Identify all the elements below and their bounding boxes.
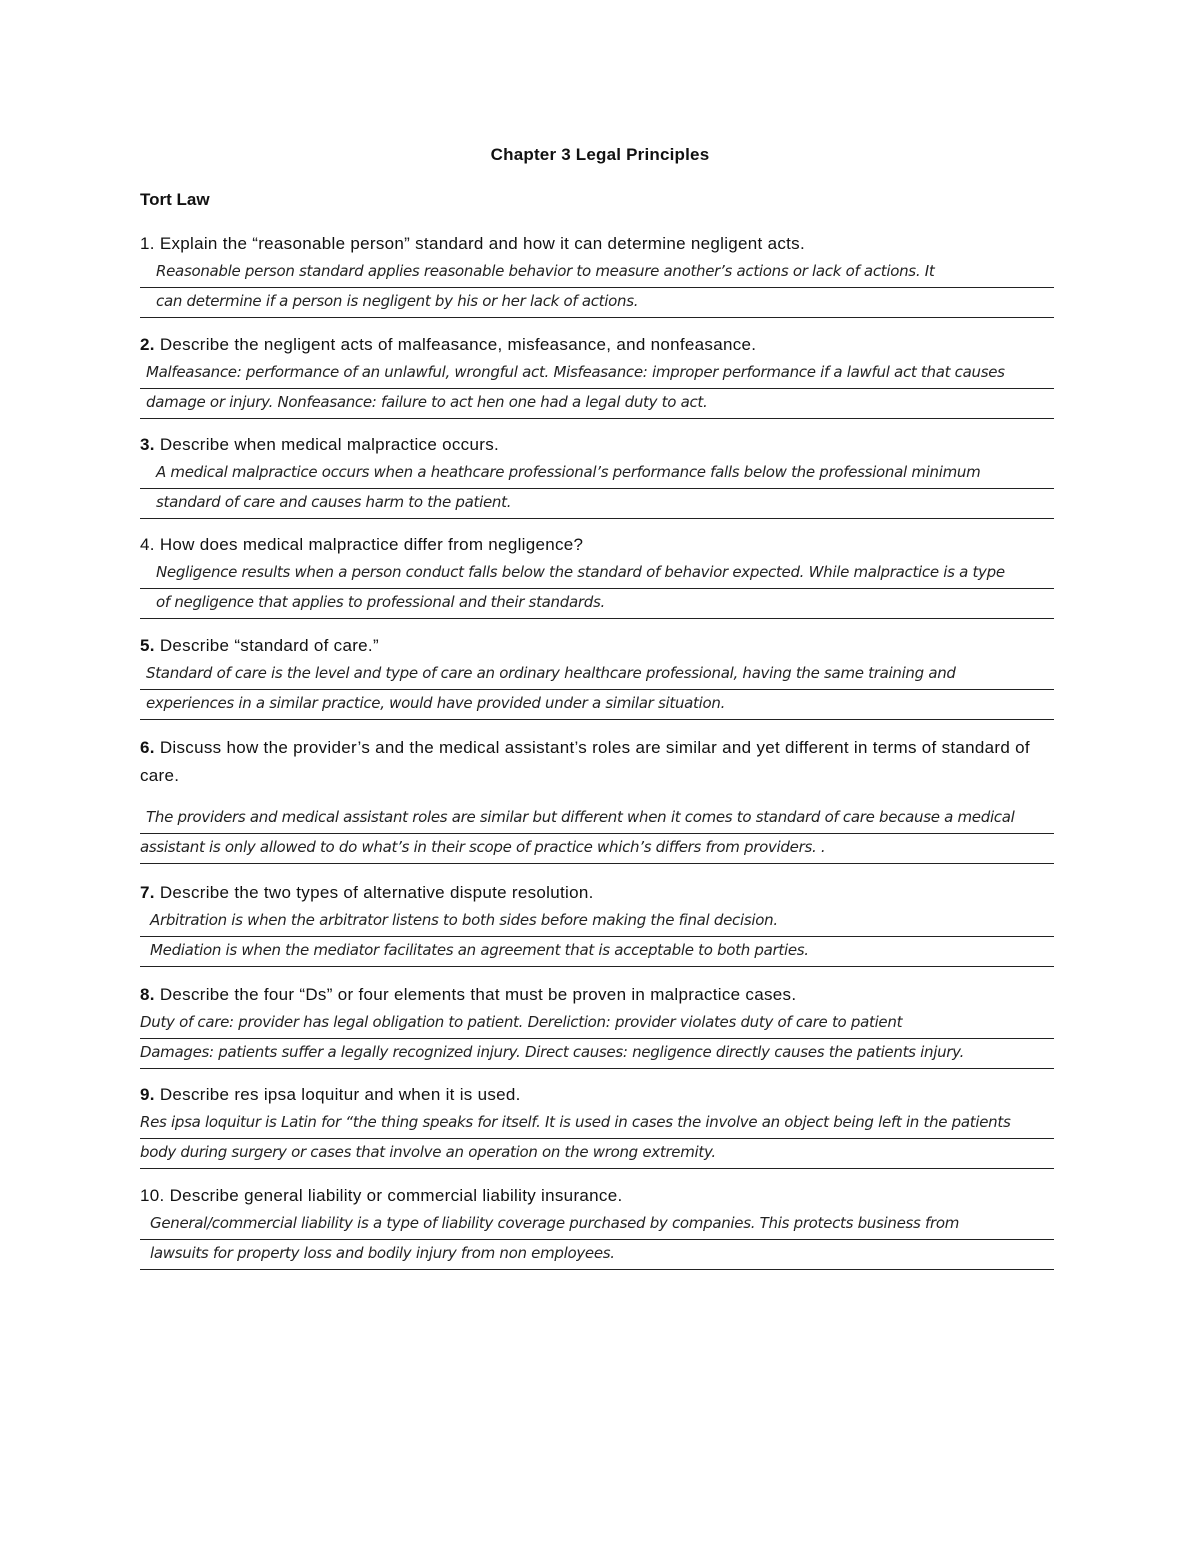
- answer-line: assistant is only allowed to do what’s in their scope of practice which’s differs from providers. .: [140, 834, 1054, 864]
- answer-line: can determine if a person is negligent by his or her lack of actions.: [140, 288, 1054, 318]
- question-number: 7.: [140, 883, 155, 902]
- question-number: 9.: [140, 1085, 155, 1104]
- answer-line: of negligence that applies to professional and their standards.: [140, 589, 1054, 619]
- answer-line: Duty of care: provider has legal obligation to patient. Dereliction: provider violates duty of care to patient: [140, 1009, 1054, 1039]
- question-2: [140, 331, 1060, 419]
- answer-line: Reasonable person standard applies reasonable behavior to measure another’s actions or lack of actions. It: [140, 258, 1054, 288]
- question-number: 10.: [140, 1186, 165, 1205]
- question-7: [140, 879, 1060, 967]
- answer-line: experiences in a similar practice, would have provided under a similar situation.: [140, 690, 1054, 720]
- question-text: Describe res ipsa loquitur and when it is used.: [159, 1085, 521, 1104]
- question-number: 8.: [140, 985, 155, 1004]
- answer-line: Damages: patients suffer a legally recognized injury. Direct causes: negligence directly causes the patients injury.: [140, 1039, 1054, 1069]
- question-text: Explain the “reasonable person” standard and how it can determine negligent acts.: [159, 234, 805, 253]
- question-text: Describe the negligent acts of malfeasance, misfeasance, and nonfeasance.: [159, 335, 757, 354]
- answer-line: lawsuits for property loss and bodily injury from non employees.: [140, 1240, 1054, 1270]
- question-1: [140, 230, 1060, 318]
- answer-line: General/commercial liability is a type of liability coverage purchased by companies. This protects business from: [140, 1210, 1054, 1240]
- question-5: [140, 632, 1060, 720]
- answer-line: Malfeasance: performance of an unlawful, wrongful act. Misfeasance: improper performance if a lawful act that causes: [140, 359, 1054, 389]
- question-10: [140, 1182, 1060, 1270]
- question-text: Discuss how the provider’s and the medical assistant’s roles are similar and yet different in terms of standard of care.: [140, 738, 1030, 785]
- answer-line: The providers and medical assistant roles are similar but different when it comes to standard of care because a medical: [140, 804, 1054, 834]
- question-text: Describe the four “Ds” or four elements that must be proven in malpractice cases.: [159, 985, 797, 1004]
- answer-line: Negligence results when a person conduct falls below the standard of behavior expected. While malpractice is a type: [140, 559, 1054, 589]
- question-4: [140, 531, 1060, 619]
- question-text: Describe “standard of care.”: [159, 636, 379, 655]
- question-number: 3.: [140, 435, 155, 454]
- question-number: 2.: [140, 335, 155, 354]
- page-title: Chapter 3 Legal Principles: [490, 145, 710, 164]
- answer-line: damage or injury. Nonfeasance: failure to act hen one had a legal duty to act.: [140, 389, 1054, 419]
- question-number: 6.: [140, 738, 155, 757]
- answer-line: body during surgery or cases that involve an operation on the wrong extremity.: [140, 1139, 1054, 1169]
- answer-line: Mediation is when the mediator facilitates an agreement that is acceptable to both parties.: [140, 937, 1054, 967]
- answer-line: standard of care and causes harm to the patient.: [140, 489, 1054, 519]
- section-heading: Tort Law: [140, 190, 210, 209]
- question-text: Describe when medical malpractice occurs.: [159, 435, 500, 454]
- question-number: 1.: [140, 234, 155, 253]
- question-text: Describe general liability or commercial liability insurance.: [169, 1186, 623, 1205]
- question-number: 5.: [140, 636, 155, 655]
- question-6: [140, 734, 1060, 864]
- answer-line: Standard of care is the level and type of care an ordinary healthcare professional, having the same training and: [140, 660, 1054, 690]
- answer-line: A medical malpractice occurs when a heathcare professional’s performance falls below the professional minimum: [140, 459, 1054, 489]
- question-9: [140, 1081, 1060, 1169]
- answer-line: Arbitration is when the arbitrator listens to both sides before making the final decision.: [140, 907, 1054, 937]
- answer-line: Res ipsa loquitur is Latin for “the thing speaks for itself. It is used in cases the involve an object being left in the patients: [140, 1109, 1054, 1139]
- question-8: [140, 981, 1060, 1069]
- question-3: [140, 431, 1060, 519]
- question-text: How does medical malpractice differ from negligence?: [159, 535, 584, 554]
- question-text: Describe the two types of alternative dispute resolution.: [159, 883, 594, 902]
- question-number: 4.: [140, 535, 155, 554]
